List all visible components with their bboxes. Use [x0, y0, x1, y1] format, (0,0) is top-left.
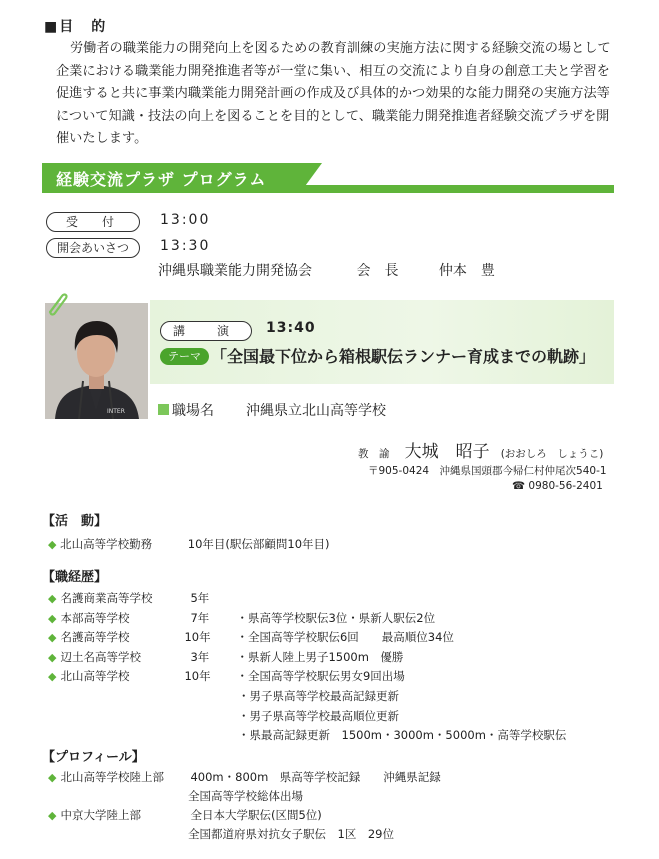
diamond-bullet-icon: ◆ — [48, 538, 57, 551]
lecture-band — [150, 300, 614, 384]
career-row: ◆ 本部高等学校 7年 ・県高等学校駅伝3位・県新人駅伝2位 — [48, 610, 436, 625]
career-extra-note: ・男子県高等学校最高順位更新 — [238, 708, 399, 723]
opening-speaker — [158, 260, 495, 280]
opening-time: 13:30 — [160, 238, 211, 254]
speaker-name: 大城 昭子 — [404, 442, 490, 462]
activity-heading: 【活 動】 — [42, 514, 108, 529]
activity-detail: 10年目(駅伝部顧問10年目) — [187, 537, 330, 551]
purpose-heading: ■目 的 — [44, 19, 108, 35]
speaker-address: 〒905-0424 沖縄県国頭郡今帰仁村仲尾次540-1 — [368, 465, 607, 477]
speaker-title: 教 諭 — [358, 448, 390, 460]
workplace-label: 職場名 — [172, 403, 214, 419]
career-extra-note: ・県最高記録更新 1500m・3000m・5000m・高等学校駅伝 — [238, 728, 567, 743]
paperclip-icon — [44, 290, 70, 318]
profile-row-cont: 全国都道府県対抗女子駅伝 1区 29位 — [188, 827, 394, 841]
lecture-time: 13:40 — [266, 320, 316, 336]
activity-label: 北山高等学校勤務 — [60, 537, 153, 551]
activity-item — [48, 536, 330, 552]
workplace-name: 沖縄県立北山高等学校 — [246, 403, 386, 419]
reception-label: 受 付 — [46, 212, 140, 232]
opening-org: 沖縄県職業能力開発協会 — [158, 263, 312, 279]
career-row: ◆ 北山高等学校 10年 ・全国高等学校駅伝男女9回出場 — [48, 669, 405, 684]
opening-label: 開会あいさつ — [46, 238, 140, 258]
theme-badge: テーマ — [160, 348, 209, 365]
career-extra-note: ・男子県高等学校最高記録更新 — [238, 688, 399, 703]
speaker-photo — [45, 303, 148, 419]
career-row: ◆ 辺土名高等学校 3年 ・県新人陸上男子1500m 優勝 — [48, 649, 404, 664]
profile-row: ◆ 北山高等学校陸上部 400m・800m 県高等学校記録 沖縄県記録 — [48, 770, 441, 784]
career-row: ◆ 名護高等学校 10年 ・全国高等学校駅伝6回 最高順位34位 — [48, 630, 454, 645]
speaker-name-row — [358, 437, 603, 462]
profile-heading: 【プロフィール】 — [42, 750, 145, 765]
photo-shirt-text: INTER — [107, 408, 125, 415]
program-title: 経験交流プラザ プログラム — [56, 170, 267, 189]
profile-row-cont: 全国高等学校総体出場 — [188, 789, 303, 803]
workplace-square-icon — [158, 404, 169, 415]
speaker-reading: (おおしろ しょうこ) — [500, 448, 604, 460]
reception-time: 13:00 — [160, 212, 211, 228]
lecture-label: 講 演 — [160, 321, 252, 341]
career-list — [48, 589, 566, 746]
opening-role: 会 長 — [356, 263, 399, 279]
purpose-text: 労働者の職業能力の開発向上を図るための教育訓練の実施方法に関する経験交流の場として企業における職業能力開発推進者等が一堂に集い、相互の交流により自身の創意工夫と学習を促進すると共に事業内職業能力開発計画の作成及び具体的かつ効果的な能力開発の実施方法等について知識・技法の向上を図ることを目的として、職業能力開発推進者経験交流プラザを開催いたします。 — [56, 41, 611, 146]
profile-list — [48, 768, 441, 844]
profile-row: ◆ 中京大学陸上部 全日本大学駅伝(区間5位) — [48, 808, 322, 822]
program-title-bar — [42, 163, 614, 193]
opening-name: 仲本 豊 — [438, 263, 495, 279]
career-row: ◆ 名護商業高等学校 5年 — [48, 591, 210, 605]
speaker-tel: ☎ 0980-56-2401 — [512, 480, 603, 492]
career-heading: 【職経歴】 — [42, 570, 108, 585]
lecture-theme: 「全国最下位から箱根駅伝ランナー育成までの軌跡」 — [211, 347, 596, 366]
